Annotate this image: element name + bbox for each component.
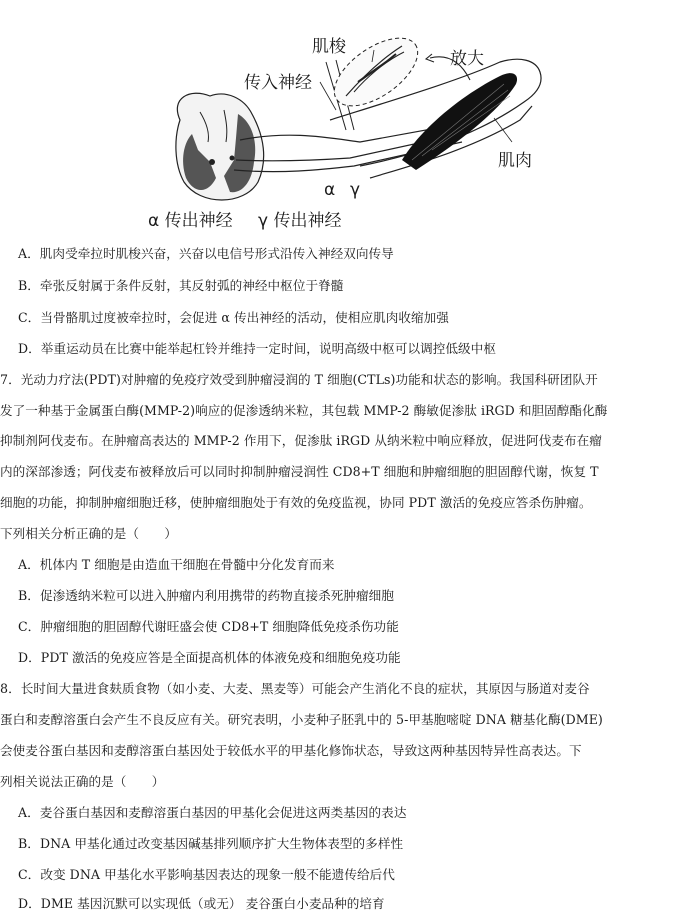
q8-stem-line-2: 蛋白和麦醇溶蛋白会产生不良反应有关。研究表明，小麦种子胚乳中的 5-甲基胞嘧啶 DNA 糖基化酶(DME) (0, 712, 603, 727)
q7-option-b: B．促渗透纳米粒可以进入肿瘤内利用携带的药物直接杀死肿瘤细胞 (18, 588, 394, 603)
muscle-label: 肌肉 (498, 151, 532, 171)
q6-option-c: C．当骨骼肌过度被牵拉时，会促进 α 传出神经的活动，使相应肌肉收缩加强 (18, 310, 449, 325)
q7-option-c: C．肿瘤细胞的胆固醇代谢旺盛会使 CD8+T 细胞降低免疫杀伤功能 (18, 619, 399, 634)
q8-option-a: A．麦谷蛋白基因和麦醇溶蛋白基因的甲基化会促进这两类基因的表达 (18, 805, 407, 820)
q8-stem-line-4: 列相关说法正确的是（ ） (0, 774, 165, 789)
q7-option-a: A．机体内 T 细胞是由造血干细胞在骨髓中分化发育而来 (18, 557, 335, 572)
q7-stem-line-6: 下列相关分析正确的是（ ） (0, 526, 178, 541)
q6-option-b: B．牵张反射属于条件反射，其反射弧的神经中枢位于脊髓 (18, 278, 344, 293)
q8-option-c: C．改变 DNA 甲基化水平影响基因表达的现象一般不能遗传给后代 (18, 867, 395, 882)
q7-stem-line-2: 发了一种基于金属蛋白酶(MMP-2)响应的促渗透纳米粒，其包载 MMP-2 酶敏促渗肽 iRGD 和胆固醇酯化酶 (0, 403, 608, 418)
q7-stem-line-4: 内的深部渗透；阿伐麦布被释放后可以同时抑制肿瘤浸润性 CD8+T 细胞和肿瘤细胞的胆固醇代谢，恢复 T (0, 464, 599, 479)
q7-stem-line-1: 7．光动力疗法(PDT)对肿瘤的免疫疗效受到肿瘤浸润的 T 细胞(CTLs)功能和状态的影响。我国科研团队开 (0, 372, 598, 387)
spindle-label: 肌梭 (312, 37, 346, 57)
q8-stem-line-3: 会使麦谷蛋白基因和麦醇溶蛋白基因处于较低水平的甲基化修饰状态，导致这两种基因特异性高表达。下 (0, 743, 582, 758)
q7-option-d: D．PDT 激活的免疫应答是全面提高机体的体液免疫和细胞免疫功能 (18, 650, 401, 665)
gamma-efferent-label: γ 传出神经 (258, 211, 342, 231)
afferent-label: 传入神经 (244, 73, 312, 93)
q6-option-d: D．举重运动员在比赛中能举起杠铃并维持一定时间，说明高级中枢可以调控低级中枢 (18, 341, 496, 356)
q8-option-b: B．DNA 甲基化通过改变基因碱基排列顺序扩大生物体表型的多样性 (18, 836, 404, 851)
q7-stem-line-5: 细胞的功能，抑制肿瘤细胞迁移，使肿瘤细胞处于有效的免疫监视，协同 PDT 激活的免疫应答杀伤肿瘤。 (0, 495, 592, 510)
q7-stem-line-3: 抑制剂阿伐麦布。在肿瘤高表达的 MMP-2 作用下，促渗肽 iRGD 从纳米粒中响应释放，促进阿伐麦布在瘤 (0, 433, 602, 448)
reflex-arc-diagram (140, 10, 560, 235)
alpha-label: α (324, 180, 336, 200)
q6-option-a: A．肌肉受牵拉时肌梭兴奋，兴奋以电信号形式沿传入神经双向传导 (18, 246, 394, 261)
alpha-efferent-label: α 传出神经 (148, 211, 233, 231)
magnify-label: 放大 (450, 49, 484, 69)
gamma-label: γ (350, 180, 361, 200)
reflex-arc-figure (140, 10, 560, 235)
q8-stem-line-1: 8．长时间大量进食麸质食物（如小麦、大麦、黑麦等）可能会产生消化不良的症状，其原因与肠道对麦谷 (0, 681, 590, 696)
q8-option-d: D．DME 基因沉默可以实现低（或无） 麦谷蛋白小麦品种的培育 (18, 896, 385, 911)
